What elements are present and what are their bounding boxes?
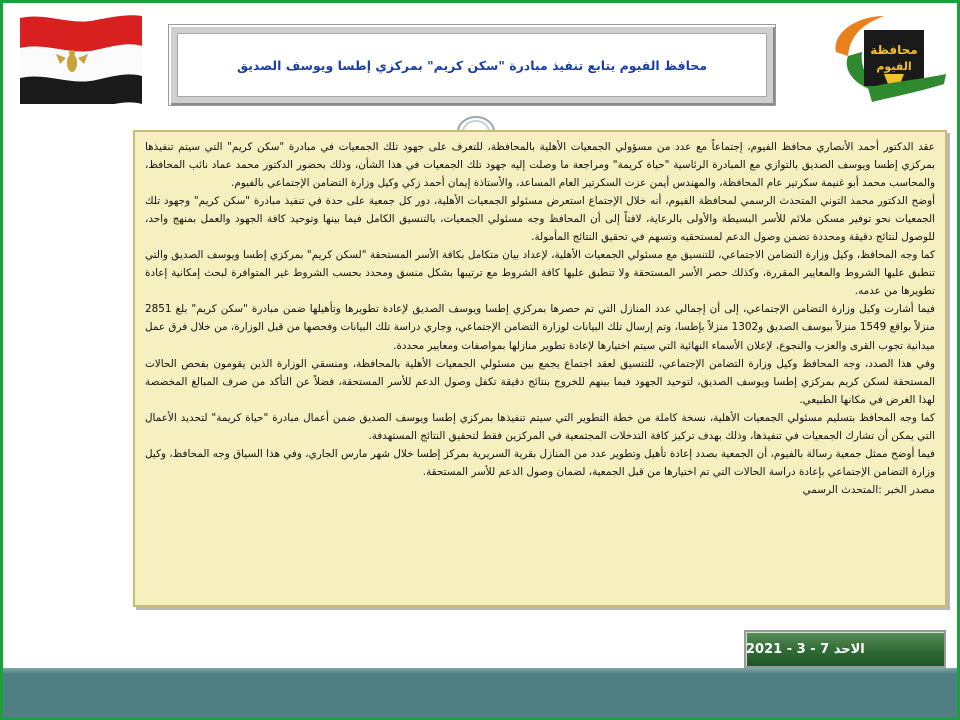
bottom-band <box>3 668 957 717</box>
title-box <box>168 24 776 106</box>
article-paragraph: وفي هذا الصدد، وجه المحافظ وكيل وزارة التضامن الإجتماعي، للتنسيق لعقد اجتماع يجمع بين مسئولي الجمعيات الأهلية بالمحافظة، ومنسقي الوزارة الذين يقومون بفحص الحالات المستحقة لسكن كريم بمركزي إطسا ويوسف الصديق، لتوحيد الجهود فيما بينهم للخروج بنتائج دقيقة تكفل وصول الدعم للأسر المستحقة، فضلاً عن التأكد من صرف المبالغ المخصصة لهذا الغرض في مكانها الطبيعي. <box>145 357 935 406</box>
article-panel <box>133 130 947 607</box>
article-paragraph: فيما أوضح ممثل جمعية رسالة بالفيوم، أن الجمعية بصدد إعادة تأهيل وتطوير عدد من المنازل بقرية السريرية بمركز إطسا خلال شهر مارس الجاري، وفي هذا السياق وجه المحافظ، وكيل وزارة التضامن الإجتماعي بإعادة دراسة الحالات التي تم اختيارها من قبل الجمعية، لضمان وصول الدعم للأسر المستحقة. <box>145 447 935 478</box>
article-paragraph: أوضح الدكتور محمد التوني المتحدث الرسمي لمحافظة الفيوم، أنه خلال الإجتماع استعرض مسئولو الجمعيات الأهلية، دور كل جمعية على حدة في تنفيذ مبادرة "سكن كريم" وجهود تلك الجمعيات نحو توفير مسكن ملائم للأسر البسيطة والأولى بالرعاية، لافتاً إلى أن المحافظ وجه مسئولي الجمعيات، بالتنسيق الكامل فيما بينها وتوحيد كافة الجهود والعمل بمنهج واحد، للوصول لنتائج دقيقة ومحددة تضمن وصول الدعم لمستحقيه وتسهم في تحقيق النتائج المأمولة. <box>145 195 935 244</box>
date-bar <box>744 630 946 668</box>
title-inner <box>177 33 767 97</box>
fayoum-governorate-logo <box>828 12 948 107</box>
egypt-flag-icon <box>16 12 146 104</box>
logo-text-2: الفيوم <box>876 60 912 73</box>
date-label: الاحد 7 - 3 - 2021 <box>746 641 865 657</box>
page-title: محافظ الفيوم يتابع تنفيذ مبادرة "سكن كريم" بمركزي إطسا ويوسف الصديق <box>236 57 708 73</box>
article-paragraph: كما وجه المحافظ بتسليم مسئولي الجمعيات الأهلية، نسخة كاملة من خطة التطوير التي سيتم تنفيذها بمركزي إطسا ويوسف الصديق ضمن أعمال مبادرة "حياة كريمة" لتحديد الأعمال التي يمكن أن تشارك الجمعيات في تنفيذها، وذلك بهدف تركيز كافة التدخلات المجتمعية في المركزين فقط لتحقيق النتائج المستهدفة. <box>145 411 935 442</box>
logo-text: محافظة <box>870 43 918 57</box>
article-paragraph: فيما أشارت وكيل وزارة التضامن الإجتماعي، إلى أن إجمالي عدد المنازل التي تم حصرها بمركزي إطسا ويوسف الصديق لإعادة تطويرها وتأهيلها ضمن مبادرة "سكن كريم" بلغ 2851 منزلاً بواقع 1549 منزلاً بيوسف الصديق و1302 منزلاً بإطسا، وتم إرسال تلك البيانات لوزارة التضامن الإجتماعي، وجاري دراسة تلك البيانات وفحصها من قبل الوزارة، من خلال فرق عمل ميدانية تجوب القرى والعزب والنجوع، لإعلان الأسماء النهائية التي سيتم اختيارها لإعادة تطوير منازلها بمواصفات ومعايير محددة. <box>145 303 935 352</box>
article-paragraph: عقد الدكتور أحمد الأنصاري محافظ الفيوم، إجتماعاً مع عدد من مسؤولي الجمعيات الأهلية بالمحافظة، للتعرف على جهود تلك الجمعيات في مبادرة "سكن كريم" التي سيتم تنفيذها بمركزي إطسا ويوسف الصديق بالتوازي مع المبادرة الرئاسية "حياة كريمة" ومراجعة ما وصلت إليه جهود تلك الجمعيات في هذا الشأن، وذلك بحضور الدكتور محمد عماد نائب المحافظ، والمحاسب محمد أبو غنيمة سكرتير عام المحافظة، والمهندس أيمن عزت السكرتير العام المساعد، والأستاذة إيمان أحمد زكي وكيل وزارة التضامن الإجتماعي بالفيوم. <box>145 141 935 190</box>
bottom-band-highlight <box>3 668 957 674</box>
article-paragraph: كما وجه المحافظ، وكيل وزارة التضامن الاجتماعي، للتنسيق مع مسئولي الجمعيات الأهلية، لإعداد بيان متكامل بكافة الأسر المستحقة "لسكن كريم" بمركزي إطسا ويوسف الصديق والتي تنطبق عليها الشروط والمعايير المقررة، وكذلك حصر الأسر المستحقة ولا تنطبق عليها كافة الشروط مع ترتيبها بشكل منسق ومحدد بحسب الشروط غير المتوافرة لبحث إمكانية إعادة تطويرها من عدمه. <box>145 249 935 298</box>
article-source: مصدر الخبر :المتحدث الرسمي <box>802 483 935 496</box>
